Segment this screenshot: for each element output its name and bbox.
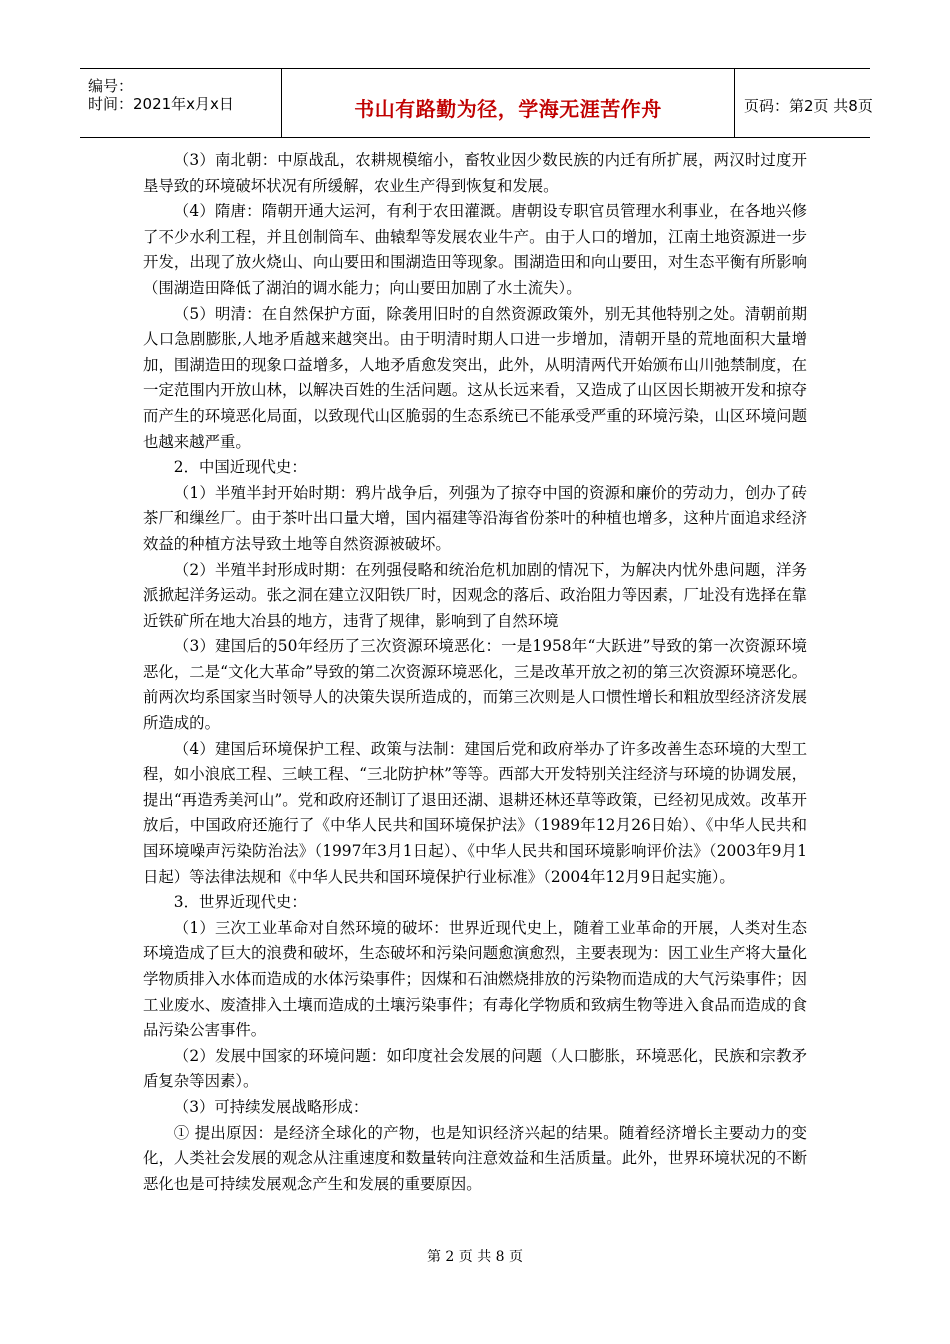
header-page-cell — [736, 69, 873, 137]
date-label: 时间：2021年x月x日 — [88, 95, 234, 113]
document-body — [143, 148, 807, 1197]
paragraph: （3）可持续发展战略形成： — [173, 1097, 369, 1116]
page-footer: 第 2 页 共 8 页 — [426, 1249, 524, 1265]
document-header — [80, 68, 873, 138]
paragraph: （1）半殖半封开始时期：鸦片战争后，列强为了掠夺中国的资源和廉价的劳动力，创办了砖茶厂和缫丝厂。由于茶叶出口量大增，国内福建等沿海省份茶叶的种植也增多，这种片面追求经济效益的种植方法导致土地等自然资源被破坏。 — [143, 483, 807, 553]
paragraph: （3）建国后的50年经历了三次资源环境恶化：一是1958年“大跃进”导致的第一次资源环境恶化，二是“文化大革命”导致的第二次资源环境恶化，三是改革开放之初的第三次资源环境恶化。前两次均系国家当时领导人的决策失误所造成的，而第三次则是人口惯性增长和粗放型经济济发展所造成的。 — [143, 637, 807, 733]
paragraph: （2）发展中国家的环境问题：如印度社会发展的问题（人口膨胀，环境恶化，民族和宗教矛盾复杂等因素）。 — [143, 1046, 807, 1091]
paragraph: （2）半殖半封形成时期：在列强侵略和统治危机加剧的情况下，为解决内忧外患问题，洋务派掀起洋务运动。张之洞在建立汉阳铁厂时，因观念的落后、政治阻力等因素，厂址没有选择在靠近铁矿所在地大冶县的地方，违背了规律，影响到了自然环境 — [143, 560, 807, 630]
section-heading: 2．中国近现代史： — [173, 458, 307, 477]
paragraph: （3）南北朝：中原战乱，农耕规模缩小，畜牧业因少数民族的内迁有所扩展，两汉时过度开垦导致的环境破坏状况有所缓解，农业生产得到恢复和发展。 — [143, 151, 807, 195]
number-label: 编号： — [88, 77, 134, 95]
header-meta-cell — [80, 69, 278, 137]
paragraph: （1）三次工业革命对自然环境的破坏：世界近现代史上，随着工业革命的开展，人类对生态环境造成了巨大的浪费和破坏，生态破坏和污染问题愈演愈烈，主要表现为：因工业生产将大量化学物质排入水体而造成的水体污染事件；因煤和石油燃烧排放的污染物而造成的大气污染事件；因工业废水、废渣排入土壤而造成的土壤污染事件；有毒化学物质和致病生物等进入食品而造成的食品污染公害事件。 — [143, 918, 807, 1040]
header-motto-cell — [281, 69, 735, 137]
paragraph: （4）隋唐：隋朝开通大运河，有利于农田灌溉。唐朝设专职官员管理水利事业，在各地兴修了不少水利工程，并且创制筒车、曲辕犁等发展农业牛产。由于人口的增加，江南土地资源进一步开发，出现了放火烧山、向山要田和围湖造田等现象。围湖造田和向山要田，对生态平衡有所影响（围湖造田降低了湖泊的调水能力；向山要田加剧了水土流失）。 — [143, 202, 807, 297]
paragraph: （4）建国后环境保护工程、政策与法制：建国后党和政府举办了许多改善生态环境的大型工程，如小浪底工程、三峡工程、“三北防护林”等等。西部大开发特别关注经济与环境的协调发展，提出“再造秀美河山”。党和政府还制订了退田还湖、退耕还林还草等政策，已经初见成效。改革开放后，中国政府还施行了《中华人民共和国环境保护法》（1989年12月26日始）、《中华人民共和国环境噪声污染防治法》（1997年3月1日起）、《中华人民共和国环境影响评价法》（2003年9月1日起）等法律法规和《中华人民共和国环境保护行业标准》（2004年12月9日起实施）。 — [143, 739, 807, 886]
motto-text: 书山有路勤为径，学海无涯苦作舟 — [354, 97, 662, 121]
page-info: 页码：第2页 共8页 — [744, 97, 873, 115]
section-heading: 3．世界近现代史： — [173, 893, 307, 912]
paragraph: （5）明清：在自然保护方面，除袭用旧时的自然资源政策外，别无其他特别之处。清朝前期人口急剧膨胀,人地矛盾越来越突出。由于明清时期人口进一步增加，清朝开垦的荒地面积大量增加，围湖造田的现象口益增多，人地矛盾愈发突出，此外，从明清两代开始颁布山川弛禁制度，在一定范围内开放山林，以解决百姓的生活问题。这从长远来看，又造成了山区因长期被开发和掠夺而产生的环境恶化局面，以致现代山区脆弱的生态系统已不能承受严重的环境污染，山区环境问题也越来越严重。 — [143, 304, 807, 451]
paragraph: ① 提出原因：是经济全球化的产物，也是知识经济兴起的结果。随着经济增长主要动力的变化，人类社会发展的观念从注重速度和数量转向注意效益和生活质量。此外，世界环境状况的不断恶化也是可持续发展观念产生和发展的重要原因。 — [143, 1123, 807, 1193]
